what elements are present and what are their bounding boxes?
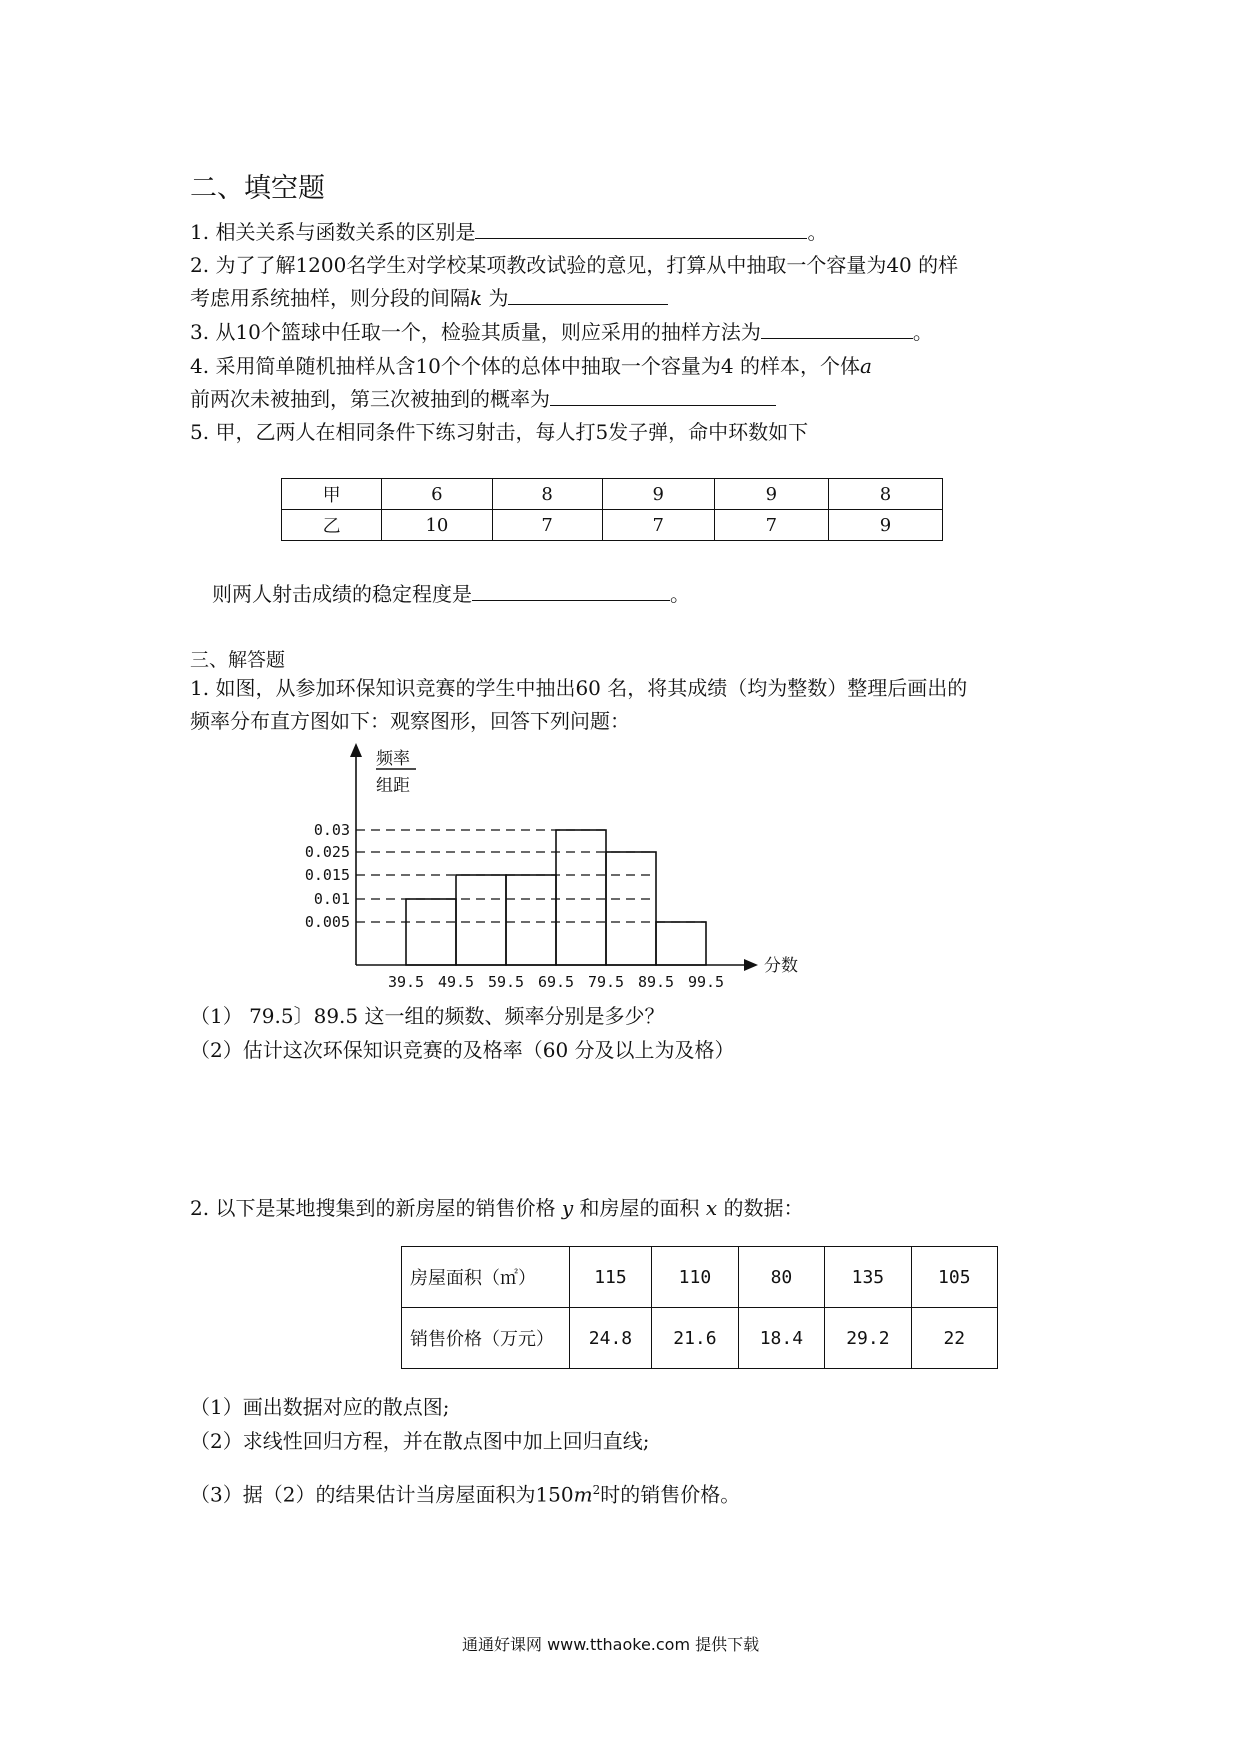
- table-row: [282, 479, 943, 510]
- x-axis-arrow: [744, 959, 758, 971]
- table-cell: 7: [602, 510, 714, 541]
- question-3-1-sub1: （1） 79.5〕89.5 这一组的频数、频率分别是多少？: [190, 1004, 665, 1028]
- table-cell: 房屋面积（㎡）: [402, 1247, 570, 1308]
- variable-k: k: [470, 286, 483, 310]
- variable-x: x: [705, 1196, 718, 1220]
- table-cell: 110: [652, 1247, 738, 1308]
- histogram-bar: [556, 830, 606, 965]
- x-tick-label: 59.5: [487, 973, 525, 991]
- table-cell: 9: [828, 510, 942, 541]
- question-end: 。: [912, 320, 933, 344]
- question-3-1-line2: 频率分布直方图如下：观察图形，回答下列问题：: [190, 709, 630, 733]
- question-2-1: [190, 218, 827, 246]
- question-text: 则两人射击成绩的稳定程度是: [212, 582, 472, 606]
- histogram-bar: [656, 922, 706, 965]
- chart-axes: [350, 743, 758, 971]
- question-2-4-line1: [190, 352, 872, 380]
- question-text: 为: [482, 286, 509, 310]
- x-tick-label: 39.5: [387, 973, 425, 991]
- table-cell: 乙: [282, 510, 382, 541]
- table-cell: 9: [714, 479, 828, 510]
- question-3-2-sub2: （2）求线性回归方程，并在散点图中加上回归直线;: [190, 1429, 650, 1453]
- unit-exponent: 2: [592, 1483, 601, 1497]
- table-cell: 135: [825, 1247, 911, 1308]
- histogram-bar: [506, 875, 556, 965]
- table-cell: 18.4: [738, 1308, 824, 1369]
- table-cell: 7: [492, 510, 602, 541]
- table-cell: 80: [738, 1247, 824, 1308]
- y-tick-label: 0.025: [304, 843, 350, 861]
- question-2-4-line2: [190, 385, 776, 413]
- answer-blank[interactable]: [761, 318, 913, 339]
- table-cell: 22: [911, 1308, 997, 1369]
- question-end: 。: [670, 582, 690, 606]
- y-axis-arrow: [350, 743, 362, 757]
- table-cell: 6: [382, 479, 492, 510]
- housing-table: [401, 1246, 998, 1369]
- question-2-5: 5. 甲，乙两人在相同条件下练习射击，每人打5发子弹，命中环数如下: [190, 420, 809, 444]
- y-tick-label: 0.015: [304, 866, 350, 884]
- question-3-2: [190, 1194, 803, 1222]
- question-3-2-sub3: [190, 1476, 740, 1509]
- question-2-2-line1: 2. 为了了解1200名学生对学校某项教改试验的意见，打算从中抽取一个容量为40 的样: [190, 253, 959, 277]
- variable-y: y: [561, 1196, 574, 1220]
- answer-blank[interactable]: [508, 284, 668, 305]
- frequency-histogram: [280, 735, 820, 995]
- question-3-2-sub1: （1）画出数据对应的散点图;: [190, 1395, 450, 1419]
- table-cell: 115: [569, 1247, 652, 1308]
- histogram-bar: [606, 852, 656, 965]
- table-cell: 24.8: [569, 1308, 652, 1369]
- x-tick-label: 89.5: [637, 973, 675, 991]
- section2-title: 二、填空题: [190, 173, 325, 204]
- table-cell: 销售价格（万元）: [402, 1308, 570, 1369]
- variable-a: a: [859, 354, 872, 378]
- question-3-1-line1: 1. 如图，从参加环保知识竞赛的学生中抽出60 名，将其成绩（均为整数）整理后画出的: [190, 676, 968, 700]
- ylabel-top: 频率: [376, 749, 410, 769]
- table-row: [282, 510, 943, 541]
- table-row: [402, 1308, 998, 1369]
- histogram-bar: [406, 899, 456, 965]
- table-cell: 8: [828, 479, 942, 510]
- question-2-3: [190, 318, 933, 346]
- question-text: 和房屋的面积: [579, 1196, 700, 1220]
- table-row: [402, 1247, 998, 1308]
- table-cell: 9: [602, 479, 714, 510]
- table-cell: 29.2: [825, 1308, 911, 1369]
- table-cell: 105: [911, 1247, 997, 1308]
- y-tick-label: 0.005: [304, 913, 350, 931]
- question-text: 考虑用系统抽样，则分段的间隔: [190, 286, 470, 310]
- answer-blank[interactable]: [550, 385, 776, 406]
- question-text: 前两次未被抽到，第三次被抽到的概率为: [190, 387, 550, 411]
- shooting-table: [281, 478, 943, 541]
- xlabel: 分数: [764, 956, 798, 976]
- unit-m: m: [573, 1482, 593, 1507]
- answer-blank[interactable]: [475, 218, 807, 239]
- question-text: （3）据（2）的结果估计当房屋面积为150: [190, 1482, 574, 1507]
- answer-blank[interactable]: [472, 580, 670, 601]
- question-2-5-after: [212, 580, 690, 608]
- x-tick-label: 49.5: [437, 973, 475, 991]
- x-tick-label: 79.5: [587, 973, 625, 991]
- histogram-bar: [456, 875, 506, 965]
- question-text: 1. 相关关系与函数关系的区别是: [190, 220, 476, 244]
- section3-title: 三、解答题: [190, 649, 286, 671]
- x-tick-label: 99.5: [687, 973, 725, 991]
- question-text: 的数据：: [723, 1196, 804, 1220]
- question-2-2-line2: [190, 284, 668, 312]
- question-text: 3. 从10个篮球中任取一个，检验其质量，则应采用的抽样方法为: [190, 320, 761, 344]
- ylabel-bottom: 组距: [376, 776, 410, 796]
- table-cell: 7: [714, 510, 828, 541]
- y-tick-label: 0.03: [313, 821, 350, 839]
- x-tick-label: 69.5: [537, 973, 575, 991]
- question-end: 。: [807, 220, 828, 244]
- question-3-1-sub2: （2）估计这次环保知识竞赛的及格率（60 分及以上为及格）: [190, 1038, 735, 1062]
- question-text: 时的销售价格。: [600, 1482, 741, 1507]
- table-cell: 21.6: [652, 1308, 738, 1369]
- footer: 通通好课网 www.tthaoke.com 提供下载: [462, 1635, 760, 1654]
- table-cell: 10: [382, 510, 492, 541]
- table-cell: 甲: [282, 479, 382, 510]
- y-tick-label: 0.01: [313, 890, 350, 908]
- question-text: 4. 采用简单随机抽样从含10个个体的总体中抽取一个容量为4 的样本，个体: [190, 354, 860, 378]
- table-cell: 8: [492, 479, 602, 510]
- question-text: 2. 以下是某地搜集到的新房屋的销售价格: [190, 1196, 556, 1220]
